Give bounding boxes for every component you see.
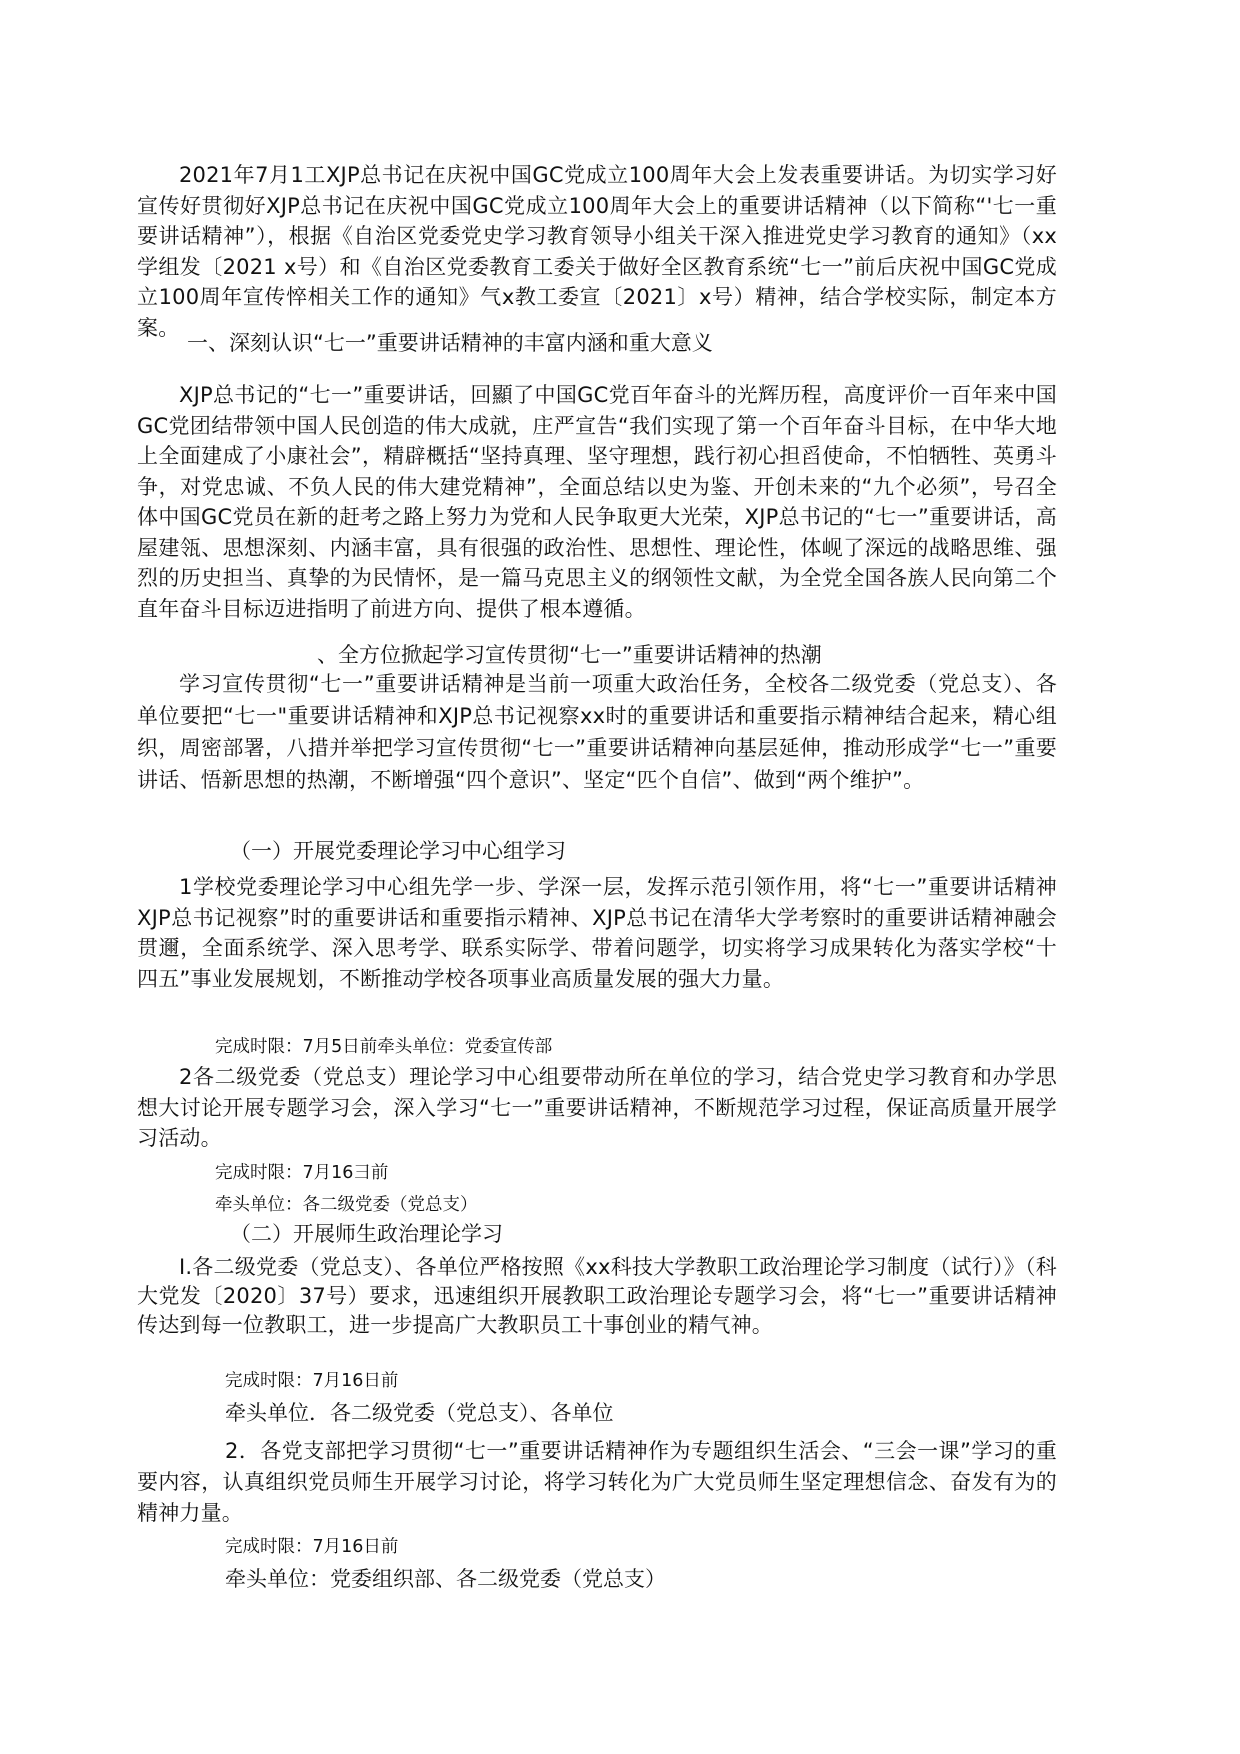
subsection-1-item-2-deadline: 完成时限：7月16彐前 [215, 1163, 389, 1183]
section-2-paragraph: 学习宣传贯彻“七一”重要讲话精神是当前一项重大政治任务，全校各二级党委（党总支）、各单位要把“七一"重要讲话精神和XJP总书记视察xx时的重要讲话和重要指示精神结合起来，精心组织，周密部署，八措并举把学习宣传贯彻“七一”重要讲话精神向基层延伸，推动形成学“七一”重要讲话、悟新思想的热潮，不断增强“四个意识”、坚定“匹个自信”、做到“两个维护”。 [137, 672, 1057, 792]
subsection-1-item-1-deadline: 完成时限：7月5日前牵头单位：党委宣传部 [215, 1037, 553, 1057]
subsection-1-item-2: 2各二级党委（党总支）理论学习中心组要带动所在单位的学习，结合党史学习教育和办学思想大讨论开展专题学习会，深入学习“七一”重要讲话精神，不断规范学习过程，保证高质量开展学习活动。 [137, 1065, 1057, 1150]
subsection-1-item-2-lead: 牵头单位：各二级党委（党总支） [215, 1195, 478, 1215]
subsection-2-item-2: 2．各党支部把学习贯彻“七一”重要讲话精神作为专题组织生活会、“三会一课”学习的重要内容，认真组织党员师生开展学习讨论，将学习转化为广大党员师生坚定理想信念、奋发有为的精神力量。 [137, 1439, 1057, 1525]
subsection-2-heading: （二）开展师生政治理论学习 [230, 1222, 503, 1246]
subsection-1-item-1: 1学校党委理论学习中心组先学一步、学深一层，发挥示范引领作用，将“七一”重要讲话精神XJP总书记视察”时的重要讲话和重要指示精神、XJP总书记在清华大学考察时的重要讲话精神融会贯邇，全面系统学、深入思考学、联系实际学、带着问题学，切实将学习成果转化为落实学校“十四五”事业发展规划，不断推动学校各项事业高质量发展的强大力量。 [137, 875, 1057, 991]
section-1-paragraph: XJP总书记的“七一”重要讲话，回顯了中国GC党百年奋斗的光辉历程，高度评价一百年来中国GC党团结带领中国人民创造的伟大成就，庄严宣告“我们实现了第一个百年奋斗目标，在中华大地上全面建成了小康社会”，精辟概括“坚持真理、坚守理想，践行初心担舀使命，不怕牺牲、英勇斗争，对党忠诚、不负人民的伟大建党精神”，全面总结以史为鉴、开创未来的“九个必须”，号召全体中国GC党员在新的赶考之路上努力为党和人民争取更大光荣，XJP总书记的“七一”重要讲话，高屋建瓴、思想深刻、内涵丰富，具有很强的政治性、思想性、理论性，体岘了深远的战略思维、强烈的历史担当、真挚的为民情怀，是一篇马克思主义的纲领性文献，为全党全国各族人民向第二个直年奋斗目标迈进指明了前进方向、提供了根本遵循。 [137, 383, 1057, 621]
section-2-heading: 、全方位掀起学习宣传贯彻“七一”重要讲话精神的热潮 [317, 643, 822, 667]
subsection-2-item-1: I.各二级党委（党总支）、各单位严格按照《xx科技大学教职工政治理论学习制度（试行）》（科大党发〔2020〕37号）要求，迅速组织开展教职工政治理论专题学习会，将“七一”重要讲话精神传达到每一位教职工，进一步提高广大教职员工十事创业的精气神。 [137, 1255, 1057, 1337]
subsection-2-item-1-lead: 牵头单位．各二级党委（党总支）、各单位 [225, 1401, 614, 1425]
subsection-2-item-1-deadline: 完成时限：7月16日前 [225, 1371, 399, 1391]
section-1-heading: 一、深刻认识“七一”重要讲话精神的丰富内涵和重大意义 [187, 331, 713, 355]
subsection-2-item-2-lead: 牵头单位：党委组织部、各二级党委（党总支） [225, 1567, 666, 1591]
intro-paragraph: 2021年7月1工XJP总书记在庆祝中国GC党成立100周年大会上发表重要讲话。为切实学习好宣传好贯彻好XJP总书记在庆祝中国GC党成立100周年大会上的重要讲话精神（以下简称“'七一重要讲话精神”），根据《自治区党委党史学习教育领导小组关干深入推进党史学习教育的通知》（xx学组发〔2021 x号）和《自治区党委教育工委关于做好全区教育系统“七一”前后庆祝中国GC党成立100周年宣传悴相关工作的通知》气x教工委宣〔2021〕x号）精神，结合学校实际，制定本方案。 [137, 163, 1057, 340]
subsection-2-item-2-deadline: 完成时限：7月16日前 [225, 1537, 399, 1557]
subsection-1-heading: （一）开展党委理论学习中心组学习 [230, 839, 566, 863]
